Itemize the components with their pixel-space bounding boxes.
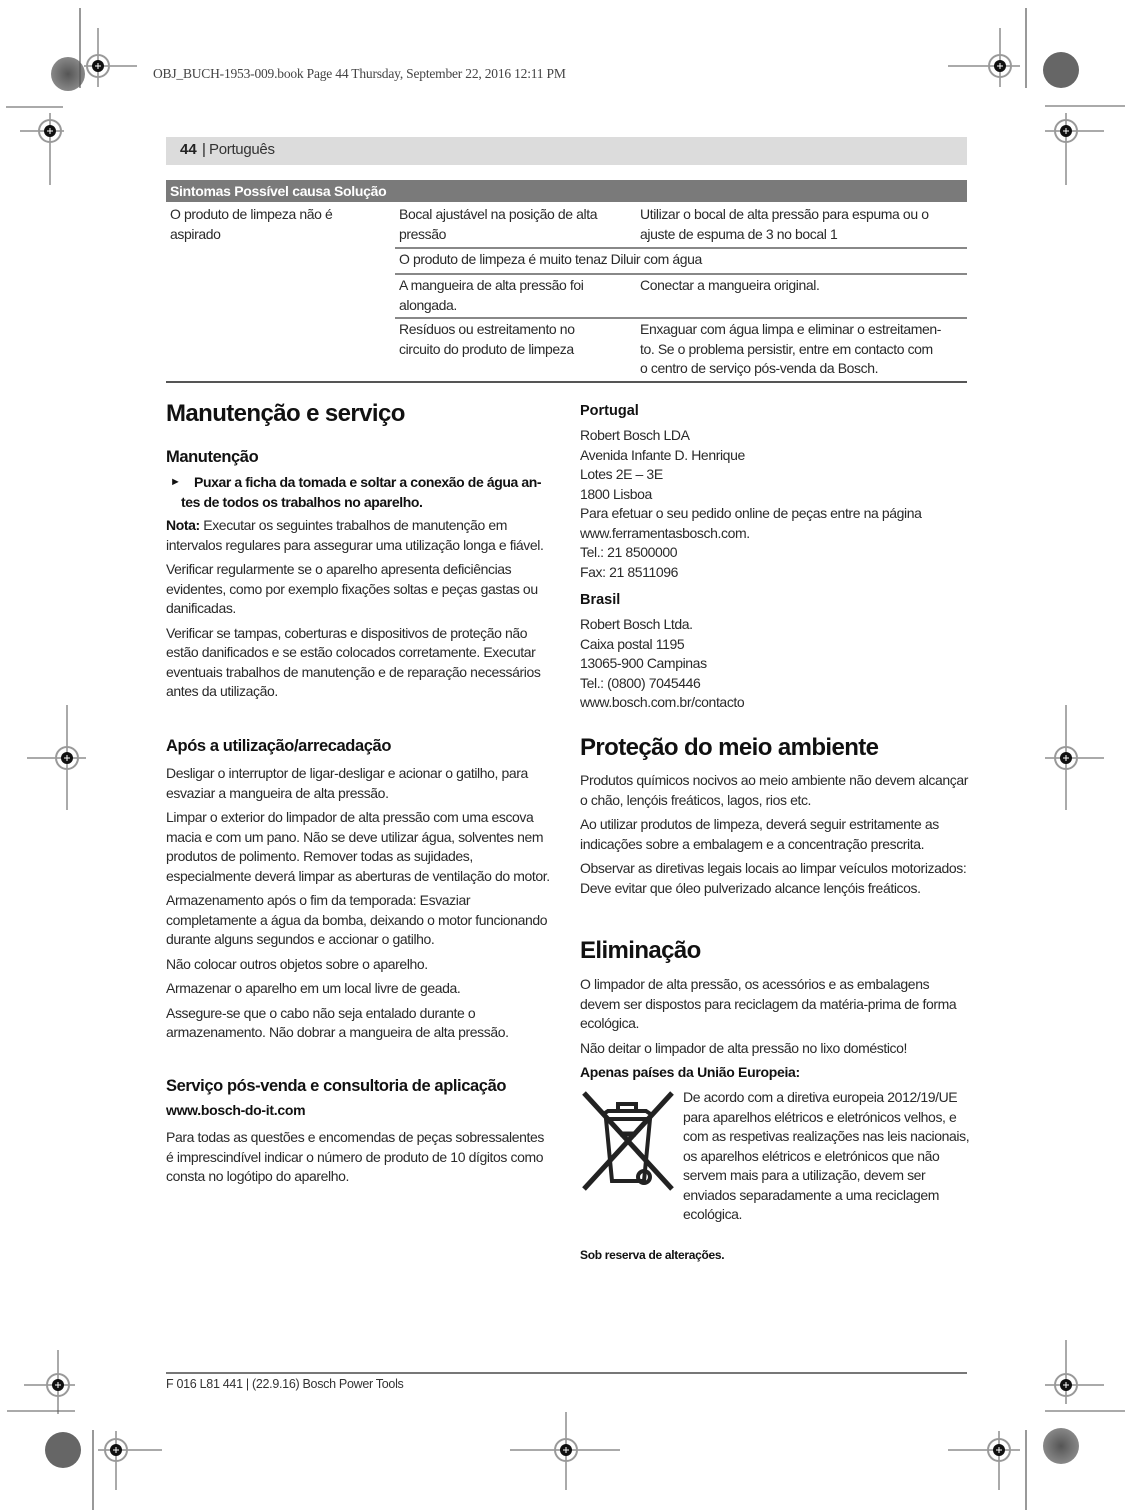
table-row [170, 205, 395, 244]
footer-text: F 016 L81 441 | (22.9.16) Bosch Power Tools [166, 1377, 404, 1391]
symptom-text: O produto de limpeza não é [170, 206, 333, 222]
paragraph: Não colocar outros objetos sobre o aparelho. [166, 955, 428, 972]
website-link[interactable]: www.bosch.com.br/contacto [580, 694, 745, 710]
contact-brasil [580, 615, 970, 713]
subsection-title-maintenance: Manutenção [166, 448, 259, 466]
address-line: Para efetuar o seu pedido online de peças entre na página [580, 505, 922, 521]
solution-text: Conectar a mangueira original. [640, 277, 820, 293]
cause-text: Resíduos ou estreitamento no [399, 321, 575, 337]
phone-number: Tel.: 21 8500000 [580, 544, 678, 560]
paragraph: Produtos químicos nocivos ao meio ambiente não devem alcançar o chão, lençóis freáticos, lagos, rios etc. [580, 772, 969, 808]
cause-text: pressão [399, 225, 447, 242]
section-title-maintenance-service: Manutenção e serviço [166, 400, 405, 427]
table-row [399, 320, 639, 359]
paragraph: Para todas as questões e encomendas de peças sobressalentes é imprescindível indicar o número de produto de 10 dígitos como consta no logótipo do aparelho. [166, 1129, 544, 1184]
page-language: Português [209, 141, 275, 158]
cause-text: circuito do produto de limpeza [399, 340, 574, 357]
phone-number: Tel.: (0800) 7045446 [580, 674, 701, 691]
table-row [399, 250, 967, 270]
warning-text: tes de todos os trabalhos no aparelho. [181, 493, 423, 510]
troubleshooting-table [166, 180, 967, 385]
maintenance-body [166, 516, 554, 707]
row-text: O produto de limpeza é muito tenaz Diluir com água [399, 251, 702, 267]
paragraph: Assegure-se que o cabo não seja entalado durante o armazenamento. Não dobrar a mangueira de alta pressão. [166, 1004, 509, 1040]
warning-text: Puxar a ficha da tomada e soltar a conexão de água an- [194, 474, 542, 490]
address-line: 13065-900 Campinas [580, 655, 707, 671]
eu-only-label: Apenas países da União Europeia: [580, 1064, 800, 1080]
disposal-body [580, 975, 970, 1063]
paragraph: Armazenar o aparelho em um local livre de geada. [166, 980, 461, 996]
paragraph: O limpador de alta pressão, os acessórios e as embalagens devem ser dispostos para reciclagem da matéria-prima de forma ecológica. [580, 976, 957, 1031]
service-url[interactable]: www.bosch-do-it.com [166, 1102, 306, 1118]
cause-text: A mangueira de alta pressão foi [399, 277, 584, 293]
cause-cell [399, 205, 639, 244]
paragraph: Não deitar o limpador de alta pressão no lixo doméstico! [580, 1039, 908, 1056]
solution-text: to. Se o problema persistir, entre em contacto com [640, 340, 933, 357]
fax-number: Fax: 21 8511096 [580, 563, 679, 580]
reservation-note: Sob reserva de alterações. [580, 1248, 725, 1262]
address-line: 1800 Lisboa [580, 485, 652, 502]
paragraph: Desligar o interruptor de ligar-desligar e acionar o gatilho, para esvaziar a mangueira de alta pressão. [166, 765, 528, 801]
paragraph: Verificar se tampas, coberturas e dispositivos de proteção não estão danificados e se estão colocados corretamente. Executar eventuais trabalhos de manutenção e de reparação necessários antes da utilização. [166, 624, 541, 699]
solution-text: Utilizar o bocal de alta pressão para espuma ou o [640, 206, 929, 222]
row-divider [395, 247, 967, 249]
cause-text: Bocal ajustável na posição de alta [399, 206, 598, 222]
paragraph: Observar as diretivas legais locais ao limpar veículos motorizados: Deve evitar que óleo pulverizado alcance lençóis freáticos. [580, 860, 967, 896]
paragraph: De acordo com a diretiva europeia 2012/19/UE para aparelhos elétricos e eletrónicos velhos, e com as respetivas realizações nas leis nacionais, os aparelhos elétricos e eletrónicos que não servem mais para a utilização, devem ser enviados separadamente a uma reciclagem ecológica. [683, 1089, 970, 1222]
page-separator: | [202, 141, 206, 158]
symptom-text: aspirado [170, 225, 221, 242]
table-row [399, 276, 639, 315]
print-slug: OBJ_BUCH-1953-009.book Page 44 Thursday, September 22, 2016 12:11 PM [153, 66, 566, 81]
contact-brasil-title: Brasil [580, 592, 621, 608]
solution-text: ajuste de espuma de 3 no bocal 1 [640, 225, 838, 242]
solution-cell [640, 205, 967, 244]
solution-text: Enxaguar com água limpa e eliminar o estreitamen- [640, 321, 941, 337]
solution-text: o centro de serviço pós-venda da Bosch. [640, 360, 879, 376]
address-line: Lotes 2E – 3E [580, 466, 663, 482]
subsection-title-service: Serviço pós-venda e consultoria de aplicação [166, 1077, 507, 1095]
note-label: Nota: [166, 517, 200, 533]
paragraph: Limpar o exterior do limpador de alta pressão com uma escova macia e com um pano. Não se deve utilizar água, solventes nem produtos de polimento. Remover todas as sujidades, especialmente deverá limpar as aberturas de ventilação do motor. [166, 809, 550, 884]
address-line: Robert Bosch Ltda. [580, 616, 693, 632]
crossed-out-wheelie-bin-icon [580, 1089, 676, 1193]
section-title-environment: Proteção do meio ambiente [580, 734, 879, 761]
section-title-disposal: Eliminação [580, 937, 701, 964]
note-text: Executar os seguintes trabalhos de manutenção em intervalos regulares para assegurar uma utilização longa e fiável. [166, 517, 544, 553]
service-body [166, 1128, 554, 1192]
row-divider [395, 317, 967, 319]
address-line: Robert Bosch LDA [580, 427, 690, 443]
paragraph: Armazenamento após o fim da temporada: Esvaziar completamente a água da bomba, deixando o motor funcionando durante alguns segundos e accionar o gatilho. [166, 892, 548, 947]
table-header: Sintomas Possível causa Solução [166, 180, 967, 202]
solution-cell [640, 276, 967, 296]
weee-directive-text [683, 1088, 973, 1230]
subsection-title-after-use: Após a utilização/arrecadação [166, 737, 391, 755]
contact-portugal [580, 426, 970, 582]
table-bottom-rule [166, 381, 967, 383]
triangle-bullet-icon: ► [170, 476, 181, 488]
address-line: Avenida Infante D. Henrique [580, 446, 745, 463]
after-use-body [166, 764, 554, 1048]
solution-cell [640, 320, 967, 379]
page-header [166, 137, 967, 165]
address-line: Caixa postal 1195 [580, 635, 685, 652]
page-number: 44 [180, 141, 197, 158]
row-divider [395, 273, 967, 275]
contact-portugal-title: Portugal [580, 403, 639, 419]
cause-text: alongada. [399, 296, 457, 313]
environment-body [580, 771, 970, 903]
paragraph: Ao utilizar produtos de limpeza, deverá seguir estritamente as indicações sobre a embalagem e a concentração prescrita. [580, 816, 939, 852]
paragraph: Verificar regularmente se o aparelho apresenta deficiências evidentes, como por exemplo fixações soltas e peças gastas ou danificadas. [166, 561, 538, 616]
maintenance-warning [166, 473, 566, 512]
footer-rule [166, 1372, 967, 1374]
website-link[interactable]: www.ferramentasbosch.com. [580, 524, 750, 541]
